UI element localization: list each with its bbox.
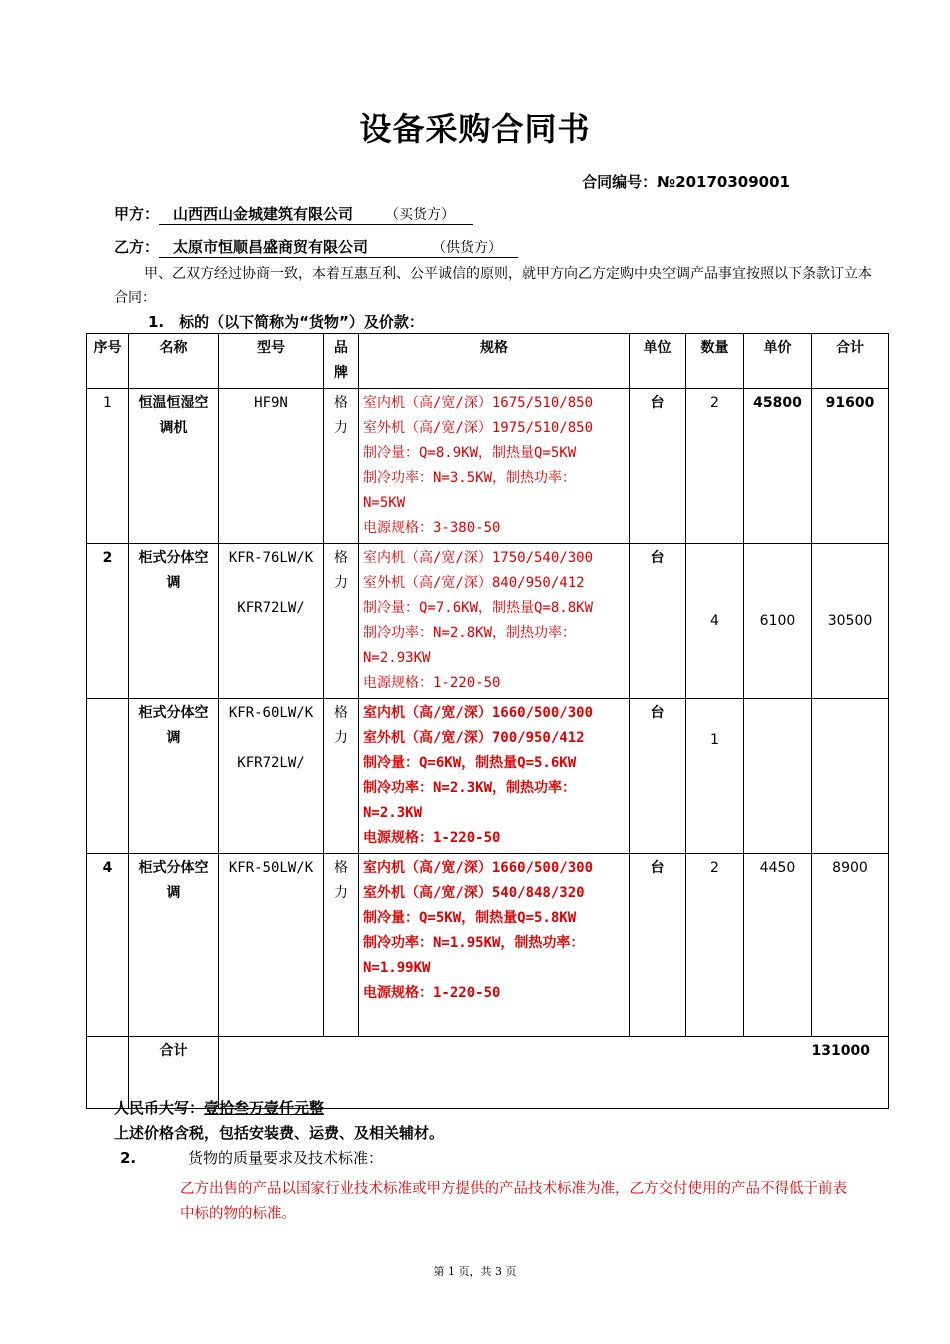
spec-line: 室内机（高/宽/深）1675/510/850	[363, 395, 594, 411]
row-seq	[87, 699, 129, 854]
sum-value: 131000	[219, 1037, 889, 1109]
row-price: 45800	[744, 389, 812, 544]
header-qty: 数量	[686, 334, 744, 389]
quality-paragraph: 乙方出售的产品以国家行业技术标准或甲方提供的产品技术标准为准，乙方交付使用的产品不得低于前表中标的物的标准。	[180, 1181, 847, 1222]
row-total: 91600	[812, 389, 889, 544]
header-price: 单价	[744, 334, 812, 389]
header-brand: 品牌	[324, 334, 359, 389]
spec-line: 室外机（高/宽/深）1975/510/850	[363, 420, 594, 436]
spec-line: 制冷功率：N=2.8KW，制热功率：	[363, 625, 577, 641]
row-model	[219, 389, 324, 544]
row-unit: 台	[630, 544, 686, 699]
spec-line: 制冷量：Q=5KW，制热量Q=5.8KW	[363, 910, 577, 926]
row-name: 柜式分体空调	[129, 544, 219, 699]
table-row	[87, 544, 889, 699]
document-title: 设备采购合同书	[359, 110, 591, 148]
goods-table	[86, 333, 889, 1109]
tax-note: 上述价格含税，包括安装费、运费、及相关辅材。	[114, 1124, 445, 1142]
row-spec	[359, 389, 630, 544]
header-model: 型号	[219, 334, 324, 389]
header-unit: 单位	[630, 334, 686, 389]
row-name: 柜式分体空调	[129, 699, 219, 854]
spec-line: 室内机（高/宽/深）1660/500/300	[363, 860, 594, 876]
section-2-heading	[120, 1147, 383, 1168]
spec-line: 室外机（高/宽/深）540/848/320	[363, 885, 585, 901]
spec-line: 制冷功率：N=1.95KW，制热功率：	[363, 935, 585, 951]
row-total: 8900	[812, 854, 889, 1037]
row-seq: 1	[87, 389, 129, 544]
section-2-number: 2.	[120, 1149, 137, 1167]
row-model-line: KFR72LW/	[237, 755, 305, 771]
header-spec: 规格	[359, 334, 630, 389]
row-unit: 台	[630, 854, 686, 1037]
spec-line: 制冷量：Q=8.9KW，制热量Q=5KW	[363, 445, 577, 461]
row-spec	[359, 854, 630, 1037]
spec-line: 制冷功率：N=3.5KW，制热功率：	[363, 470, 577, 486]
row-qty-value: 1	[710, 732, 719, 748]
row-model	[219, 544, 324, 699]
row-qty	[686, 699, 744, 854]
spec-line: N=1.99KW	[363, 960, 431, 976]
row-unit: 台	[630, 699, 686, 854]
row-brand: 格力	[324, 854, 359, 1037]
table-row	[87, 389, 889, 544]
spec-line: 制冷量：Q=6KW，制热量Q=5.6KW	[363, 755, 577, 771]
spec-line: 制冷量：Q=7.6KW，制热量Q=8.8KW	[363, 600, 594, 616]
party-b-label: 乙方：	[114, 238, 160, 256]
header-total: 合计	[812, 334, 889, 389]
spec-line: 电源规格：1-220-50	[363, 675, 501, 691]
table-row	[87, 699, 889, 854]
row-total: 30500	[812, 544, 889, 699]
party-b	[114, 236, 518, 258]
row-spec	[359, 544, 630, 699]
row-name: 柜式分体空调	[129, 854, 219, 1037]
spec-line: 室外机（高/宽/深）700/950/412	[363, 730, 585, 746]
party-a-label: 甲方：	[114, 205, 160, 223]
spec-line: 室内机（高/宽/深）1750/540/300	[363, 550, 594, 566]
party-a	[114, 203, 473, 225]
rmb-label: 人民币大写：	[114, 1099, 205, 1117]
spec-line: 室内机（高/宽/深）1660/500/300	[363, 705, 594, 721]
spec-line: 制冷功率：N=2.3KW，制热功率：	[363, 780, 577, 796]
rmb-amount	[114, 1097, 324, 1118]
spec-line: N=2.93KW	[363, 650, 431, 666]
row-qty: 2	[686, 389, 744, 544]
row-qty: 4	[686, 544, 744, 699]
party-b-role: （供货方）	[402, 237, 518, 258]
row-brand: 格力	[324, 544, 359, 699]
row-brand: 格力	[324, 699, 359, 854]
intro-paragraph: 甲、乙双方经过协商一致，本着互惠互利、公平诚信的原则，就甲方向乙方定购中央空调产品事宜按照以下条款订立本合同：	[114, 266, 872, 306]
row-price: 4450	[744, 854, 812, 1037]
row-total	[812, 699, 889, 854]
row-name: 恒温恒湿空调机	[129, 389, 219, 544]
section-1-heading: 1. 标的（以下简称为“货物”）及价款：	[148, 313, 424, 331]
sum-label: 合计	[129, 1037, 219, 1109]
party-a-role: （买货方）	[367, 204, 473, 225]
row-model-line: KFR-60LW/K	[228, 705, 314, 721]
row-brand: 格力	[324, 389, 359, 544]
spec-line: N=5KW	[363, 495, 406, 511]
party-b-name: 太原市恒顺昌盛商贸有限公司	[159, 236, 402, 258]
row-price	[744, 699, 812, 854]
page-footer: 第 1 页，共 3 页	[433, 1265, 517, 1278]
spec-line: 电源规格：3-380-50	[363, 520, 501, 536]
party-a-name: 山西西山金城建筑有限公司	[159, 203, 367, 225]
row-unit: 台	[630, 389, 686, 544]
row-spec	[359, 699, 630, 854]
row-model	[219, 699, 324, 854]
row-price: 6100	[744, 544, 812, 699]
spec-line: 电源规格：1-220-50	[363, 830, 501, 846]
row-model-line: HF9N	[254, 395, 288, 411]
row-model-line: KFR-50LW/K	[228, 860, 314, 876]
spec-line: 电源规格：1-220-50	[363, 985, 501, 1001]
spec-line: 室外机（高/宽/深）840/950/412	[363, 575, 585, 591]
row-model-line: KFR72LW/	[237, 600, 305, 616]
row-model-line: KFR-76LW/K	[228, 550, 314, 566]
row-seq: 4	[87, 854, 129, 1037]
header-seq: 序号	[87, 334, 129, 389]
table-row	[87, 854, 889, 1037]
contract-number: 合同编号：№20170309001	[582, 173, 790, 191]
rmb-value: 壹拾叁万壹仟元整	[204, 1099, 325, 1117]
header-name: 名称	[129, 334, 219, 389]
row-seq: 2	[87, 544, 129, 699]
row-qty: 2	[686, 854, 744, 1037]
row-model	[219, 854, 324, 1037]
section-2-text: 货物的质量要求及技术标准：	[188, 1149, 384, 1167]
table-header-row	[87, 334, 889, 389]
spec-line: N=2.3KW	[363, 805, 423, 821]
